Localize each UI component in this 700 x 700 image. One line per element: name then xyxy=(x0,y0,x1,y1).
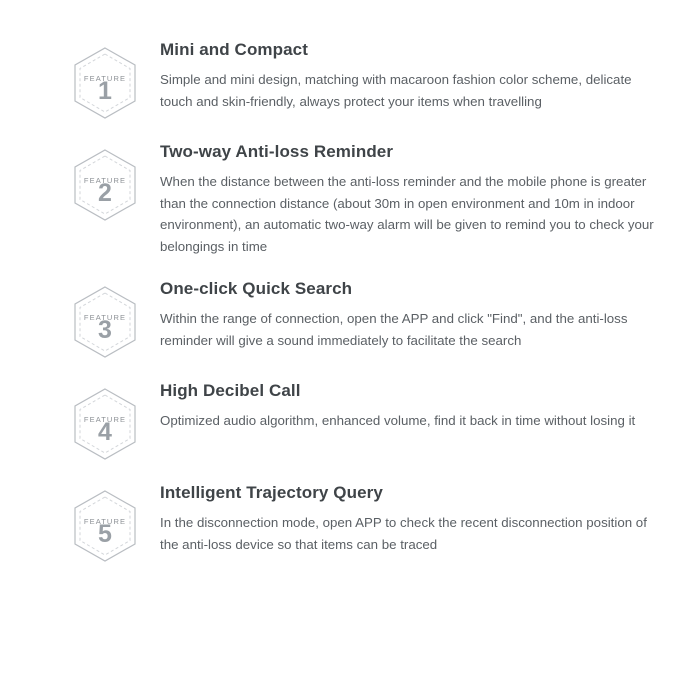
hexagon-badge-icon xyxy=(72,148,138,222)
feature-item xyxy=(50,483,670,563)
feature-content xyxy=(160,142,670,257)
feature-content xyxy=(160,381,670,432)
feature-badge-label: FEATURE xyxy=(83,74,127,83)
feature-number: 1 xyxy=(98,77,112,105)
feature-badge xyxy=(50,279,160,359)
feature-badge-label: FEATURE xyxy=(83,176,127,185)
feature-item xyxy=(50,40,670,120)
feature-title: Intelligent Trajectory Query xyxy=(160,483,383,503)
feature-content xyxy=(160,40,670,112)
feature-badge xyxy=(50,381,160,461)
feature-title: Two-way Anti-loss Reminder xyxy=(160,142,394,161)
feature-description: Optimized audio algorithm, enhanced volume, find it back in time without losing it xyxy=(160,413,636,429)
hexagon-badge-icon xyxy=(72,285,138,359)
feature-item xyxy=(50,381,670,461)
feature-content xyxy=(160,483,670,555)
hexagon-badge-icon xyxy=(72,46,138,120)
feature-badge xyxy=(50,483,160,563)
feature-badge-label: FEATURE xyxy=(83,415,127,425)
feature-description: When the distance between the anti-loss reminder and the mobile phone is greater than the connection distance (about 30m in open environment and 10m in indoor environment), an automatic two-way alarm will be given to remind you to check your belongings in time xyxy=(160,174,654,254)
feature-badge-label: FEATURE xyxy=(83,313,127,323)
feature-number: 4 xyxy=(98,418,112,447)
feature-title: High Decibel Call xyxy=(160,381,301,401)
feature-item xyxy=(50,279,670,359)
feature-description: In the disconnection mode, open APP to check the recent disconnection position of the anti-loss device so that items can be traced xyxy=(160,515,647,552)
feature-item xyxy=(50,142,670,257)
hexagon-badge-icon xyxy=(72,387,138,461)
feature-badge-label: FEATURE xyxy=(83,517,127,527)
feature-title: Mini and Compact xyxy=(160,40,308,59)
hexagon-badge-icon xyxy=(72,489,138,563)
feature-title: One-click Quick Search xyxy=(160,279,353,299)
feature-badge xyxy=(50,40,160,120)
feature-number: 3 xyxy=(98,316,112,345)
feature-description: Simple and mini design, matching with macaroon fashion color scheme, delicate touch and skin-friendly, always protect your items when travelling xyxy=(160,72,632,109)
feature-number: 2 xyxy=(98,179,112,207)
feature-content xyxy=(160,279,670,351)
feature-number: 5 xyxy=(98,520,112,549)
feature-badge xyxy=(50,142,160,222)
feature-description: Within the range of connection, open the APP and click "Find", and the anti-loss reminder will give a sound immediately to facilitate the search xyxy=(160,311,628,348)
